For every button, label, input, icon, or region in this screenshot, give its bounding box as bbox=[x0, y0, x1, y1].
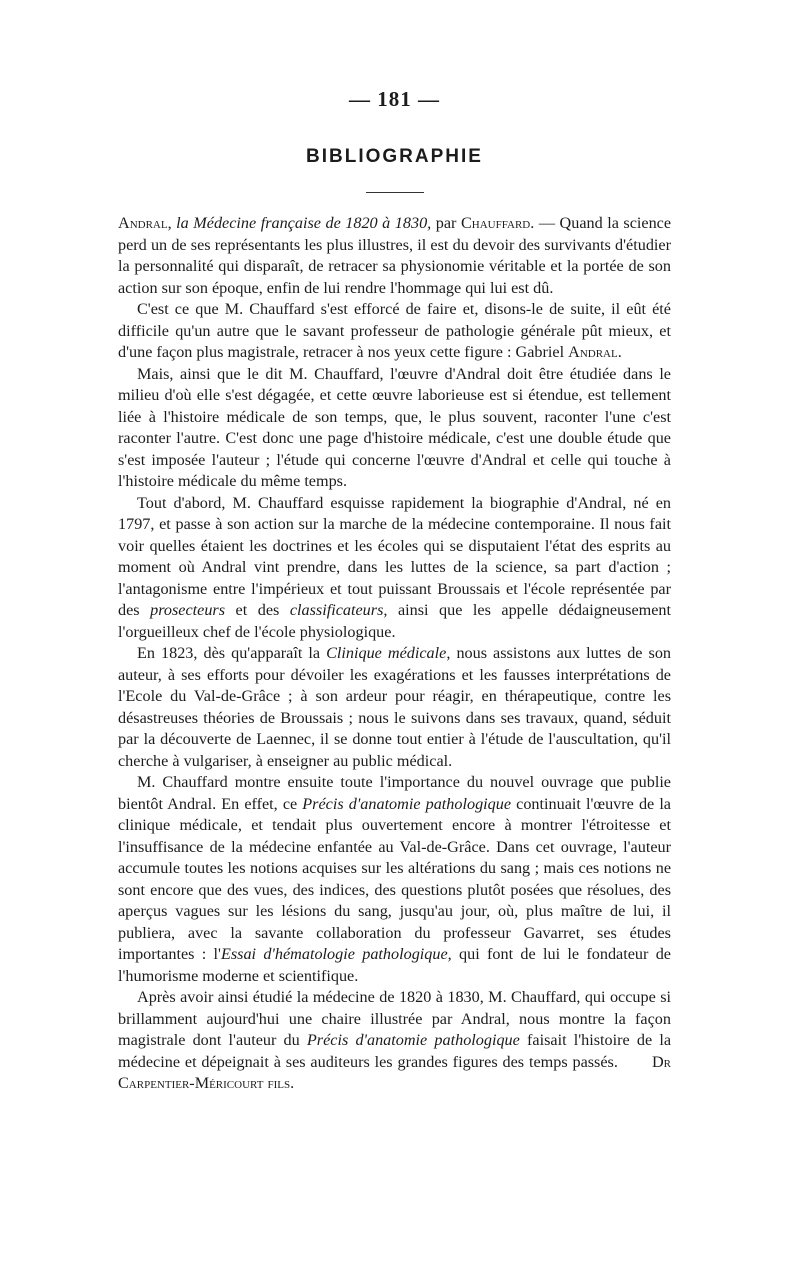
entry-dash: — bbox=[538, 214, 555, 232]
by-word: par bbox=[435, 214, 457, 232]
book-title: la Médecine française de 1820 à 1830, bbox=[176, 214, 432, 232]
paragraph-5 bbox=[118, 643, 671, 772]
paragraph-7-text-b: faisait l'histoire de la médecine et dépeignait à ses auditeurs les grandes figures des temps passés. bbox=[118, 1031, 671, 1071]
review-body bbox=[118, 213, 671, 1095]
precis-title: Précis d'anatomie pathologique bbox=[302, 794, 512, 813]
page bbox=[118, 82, 671, 1095]
paragraph-5-text-b: nous assistons aux luttes de son auteur, à ses efforts pour dévoiler les exagérations et les fausses interprétations de l'Ecole du Val-de-Grâce ; à son ardeur pour réagir, en thérapeutique, contre les désastreuses théories de Broussais ; nous le suivons dans ses travaux, quand, séduit par la découverte de Laennec, il se donne tout entier à l'étude de l'auscultation, qu'il cherche à vulgariser, à enseigner au public médical. bbox=[118, 644, 672, 770]
essai-title: Essai d'hématologie pathologique, bbox=[220, 945, 452, 963]
page-number: — 181 — bbox=[349, 87, 440, 111]
paragraph-5-text-a: En 1823, dès qu'apparaît la bbox=[137, 644, 321, 662]
prosecteurs-term: prosecteurs bbox=[150, 601, 226, 619]
paragraph-6 bbox=[118, 772, 671, 987]
paragraph-4-text-a: Tout d'abord, M. Chauffard esquisse rapidement la biographie d'Andral, né en 1797, et passe à son action sur la marche de la médecine contemporaine. Il nous fait voir quelles étaient les doctrines et les écoles qui se disputaient l'état des esprits au moment où Andral vint prendre, dans les luttes de la science, sa part d'action ; l'antagonisme entre l'impérieux et tout puissant Broussais et l'école représentée par des bbox=[118, 493, 671, 619]
review-entry-paragraph bbox=[118, 213, 671, 299]
paragraph-4 bbox=[118, 493, 671, 644]
classificateurs-term: classificateurs, bbox=[289, 601, 388, 619]
paragraph-3: Mais, ainsi que le dit M. Chauffard, l'œuvre d'Andral doit être étudiée dans le milieu d'où elle s'est dégagée, et cette œuvre laborieuse est si étendue, est tellement liée à l'histoire médicale de son temps, que, le plus souvent, raconter l'une c'est raconter l'autre. C'est donc une page d'histoire médicale, c'est une double étude que s'est imposée l'auteur ; l'étude qui concerne l'œuvre d'Andral et celle qui touche à l'histoire médicale du même temps. bbox=[118, 364, 671, 490]
paragraph-2-text: C'est ce que M. Chauffard s'est efforcé de faire et, disons-le de suite, il eût été difficile qu'un autre que le savant professeur de pathologie générale pût mieux, et d'une façon plus magistrale, retracer à nos yeux cette figure : Gabriel bbox=[118, 300, 671, 361]
precis-title-2: Précis d'anatomie pathologique bbox=[306, 1031, 520, 1049]
paragraph-1: Quand la science perd un de ses représentants les plus illustres, il est du devoir des survivants d'étudier la personnalité qui disparaît, de retracer sa physionomie véritable et la portée de son action sur son époque, enfin de lui rendre l'hommage qui lui est dû. bbox=[118, 214, 672, 297]
signature: Dr Carpentier-Méricourt fils. bbox=[118, 1052, 671, 1092]
paragraph-4-text-c: ainsi que les appelle dédaigneusement l'orgueilleux chef de l'école physiologique. bbox=[118, 601, 672, 641]
andral-name: Andral. bbox=[568, 343, 622, 361]
section-title: BIBLIOGRAPHIE bbox=[306, 146, 483, 167]
paragraph-4-text-b: et des bbox=[235, 601, 280, 619]
paragraph-7-text-a: Après avoir ainsi étudié la médecine de 1820 à 1830, M. Chauffard, qui occupe si brillamment aujourd'hui une chaire illustrée par Andral, nous montre la façon magistrale dont l'auteur du bbox=[118, 988, 671, 1049]
paragraph-2 bbox=[118, 299, 671, 364]
clinique-medicale-title: Clinique médicale, bbox=[326, 644, 451, 662]
paragraph-6-text-c: qui font de lui le fondateur de l'humorisme moderne et scientifique. bbox=[118, 945, 671, 985]
paragraph-6-text-b: continuait l'œuvre de la clinique médicale, et tendait plus ouvertement encore à montrer l'étroitesse et l'insuffisance de la médecine enfantée au Val-de-Grâce. Dans cet ouvrage, l'auteur accumule toutes les notions acquises sur les altérations du sang ; mais ces notions ne sont encore que des vues, des indices, des questions plutôt posées que résolues, des aperçus vagues sur les lésions du sang, jusqu'au jour, où, plus maître de lui, il publiera, avec la savante collaboration du professeur Gavarret, ses études importantes : l' bbox=[118, 794, 671, 963]
book-author: Andral, bbox=[118, 214, 172, 232]
book-reviewer: Chauffard. bbox=[460, 214, 535, 232]
paragraph-6-text-a: M. Chauffard montre ensuite toute l'importance du nouvel ouvrage que publie bientôt Andral. En effet, ce bbox=[118, 773, 671, 813]
paragraph-7 bbox=[118, 987, 671, 1095]
title-divider bbox=[366, 192, 424, 193]
